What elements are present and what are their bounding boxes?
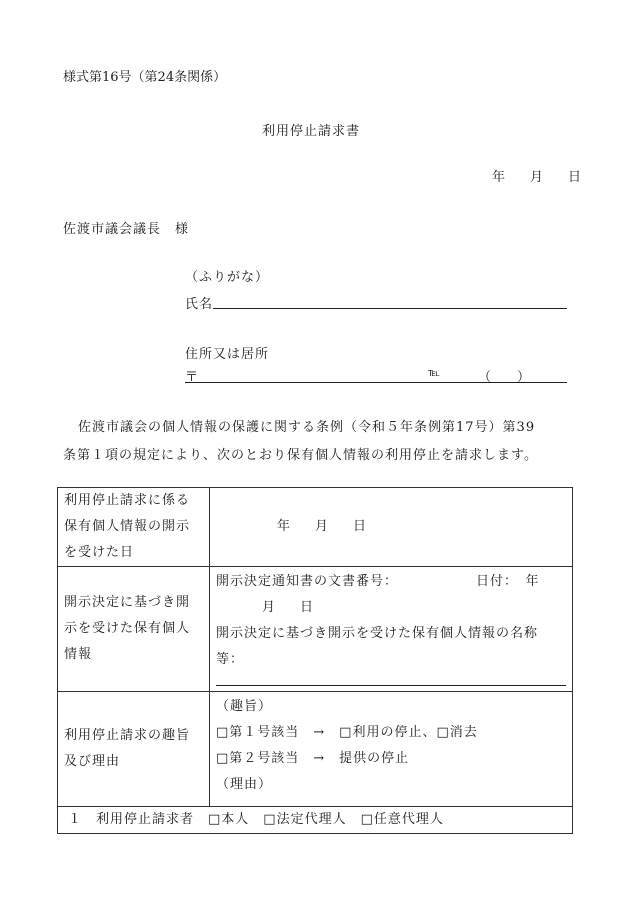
body-line-1: 佐渡市議会の個人情報の保護に関する条例（令和５年条例第17号）第39	[78, 420, 536, 435]
disclosed-info-value[interactable]	[210, 567, 573, 692]
reason-label: （理由）	[216, 777, 273, 792]
form-number: 様式第16号（第24条関係）	[63, 70, 227, 85]
document-title: 利用停止請求書	[262, 124, 361, 139]
disclosure-date-label	[58, 488, 210, 567]
label-line: 利用停止請求の趣旨	[64, 728, 191, 743]
body-line-2: 条第１項の規定により、次のとおり保有個人情報の利用停止を請求します。	[63, 448, 538, 463]
label-line: 示を受けた保有個人	[64, 621, 191, 636]
disclosed-info-label	[58, 567, 210, 692]
label-line: 開示決定に基づき開	[64, 595, 191, 610]
disclosure-date-value[interactable]	[210, 488, 573, 567]
requester-type[interactable]	[58, 807, 573, 834]
doc-number-label: 開示決定通知書の文書番号：	[216, 574, 399, 589]
date-line: 年 月 日	[492, 170, 588, 185]
table-row	[58, 488, 573, 567]
tel-mark: ℡	[428, 366, 440, 379]
addressee: 佐渡市議会議長 様	[63, 222, 190, 237]
table-row	[58, 807, 573, 834]
label-line: を受けた日	[64, 545, 135, 560]
label-line: 及び理由	[64, 754, 121, 769]
furigana-label: （ふりがな）	[185, 270, 270, 285]
purpose-reason-label	[58, 692, 210, 807]
purpose-label: （趣旨）	[216, 699, 273, 714]
table-row	[58, 567, 573, 692]
address-label: 住所又は居所	[185, 347, 270, 362]
table-row	[58, 692, 573, 807]
info-name-label: 開示決定に基づき開示を受けた保有個人情報の名称	[216, 626, 539, 641]
info-name-underline	[216, 685, 566, 686]
request-table	[57, 487, 573, 834]
label-line: 利用停止請求に係る	[64, 493, 191, 508]
label-line: 情報	[64, 647, 93, 662]
purpose-reason-value[interactable]	[210, 692, 573, 807]
requester-type-options: １ 利用停止請求者 □本人 □法定代理人 □任意代理人	[68, 812, 444, 827]
name-label: 氏名	[185, 297, 214, 312]
address-underline	[185, 382, 567, 383]
date-value: 年 月 日	[277, 519, 373, 534]
postal-mark: 〒	[185, 370, 199, 385]
purpose-option-2[interactable]: □第２号該当 → 提供の停止	[216, 751, 410, 766]
info-name-label-cont: 等：	[216, 652, 245, 667]
tel-paren: （ ）	[478, 370, 531, 385]
label-line: 保有個人情報の開示	[64, 519, 191, 534]
purpose-option-1[interactable]: □第１号該当 → □利用の停止、□消去	[216, 725, 478, 740]
notice-date-label: 日付： 年	[476, 574, 540, 589]
name-underline	[213, 308, 567, 309]
notice-date-cont: 月 日	[262, 600, 320, 615]
